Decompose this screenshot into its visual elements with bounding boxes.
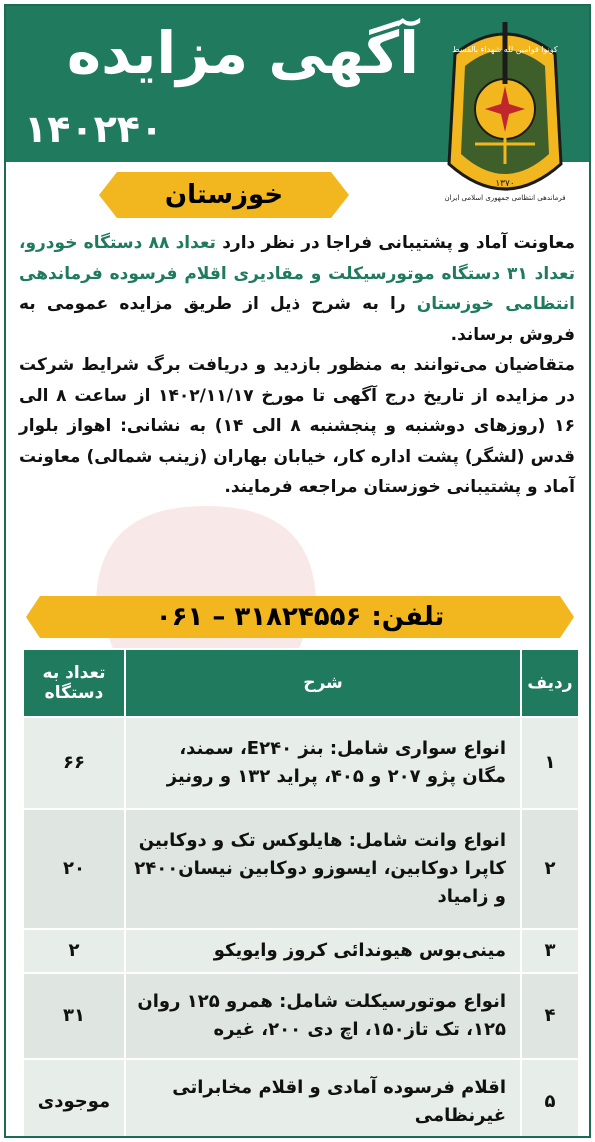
row-desc: انواع وانت شامل: هایلوکس تک و دوکابین کاپرا دوکابین، ایسوزو دوکابین نیسان۲۴۰۰ و زامیاد [125,809,521,929]
table-row [23,809,579,929]
emblem-year: ۱۳۷۰ [495,179,515,189]
row-desc: اقلام فرسوده آمادی و اقلام مخابراتی غیرنظامی [125,1059,521,1138]
paragraph-2: متقاضیان می‌توانند به منظور بازدید و دریافت برگ شرایط شرکت در مزایده از تاریخ درج آگهی تا مورخ ۱۴۰۲/۱۱/۱۷ از ساعت ۸ الی ۱۶ (روزهای دوشنبه و پنجشنبه ۸ الی ۱۴) به نشانی: اهواز بلوار قدس (لشگر) پشت اداره کار، خیابان بهاران (زینب شمالی) معاونت آماد و پشتیبانی خوزستان مراجعه فرمایند. [19,355,575,497]
header-row-num: ردیف [521,649,579,717]
ad-body [19,228,575,503]
items-table [22,648,580,1138]
paragraph-1 [19,228,575,350]
row-count: ۲ [23,929,125,973]
ad-page [4,4,591,1138]
phone-number: ۰۶۱ – ۳۱۸۲۴۵۵۶ [155,602,362,632]
header-desc: شرح [125,649,521,717]
emblem-bottom-text: فرماندهی انتظامی جمهوری اسلامی ایران [444,194,566,202]
row-desc: انواع سواری شامل: بنز E۲۴۰، سمند، مگان پژو ۲۰۷ و ۴۰۵، پراید ۱۳۲ و رونیز [125,717,521,809]
table-row [23,929,579,973]
p1-intro: معاونت آماد و پشتیبانی فراجا در نظر دارد [222,233,575,253]
ad-number: ۱۴۰۲۴۰ [24,107,164,151]
phone-label: تلفن: [371,602,445,632]
ad-title: آگهی مزایده [66,19,419,87]
emblem-top-text: کونوا قوامین لله شهداء بالقسط [452,45,558,54]
header-count: تعداد به دستگاه [23,649,125,717]
table-header-row [23,649,579,717]
table-row [23,973,579,1059]
row-num: ۱ [521,717,579,809]
police-emblem-icon [435,14,575,214]
row-count: ۲۰ [23,809,125,929]
province-label [99,172,349,218]
row-num: ۳ [521,929,579,973]
p1-end: را به شرح ذیل از طریق مزایده عمومی به فروش برساند. [19,294,575,345]
row-count: موجودی [23,1059,125,1138]
row-count: ۶۶ [23,717,125,809]
row-num: ۲ [521,809,579,929]
row-count: ۳۱ [23,973,125,1059]
province-name: خوزستان [164,180,284,210]
table-row [23,1059,579,1138]
p1-highlight: تعداد ۸۸ دستگاه خودرو، تعداد ۳۱ دستگاه موتورسیکلت و مقادیری اقلام فرسوده فرماندهی انتظامی خوزستان [19,233,576,314]
row-num: ۵ [521,1059,579,1138]
row-desc: انواع موتورسیکلت شامل: همرو ۱۲۵ روان ۱۲۵، تک تاز۱۵۰، اچ دی ۲۰۰، غیره [125,973,521,1059]
row-num: ۴ [521,973,579,1059]
row-desc: مینی‌بوس هیوندائی کروز وایویکو [125,929,521,973]
phone-banner [26,596,574,638]
table-row [23,717,579,809]
